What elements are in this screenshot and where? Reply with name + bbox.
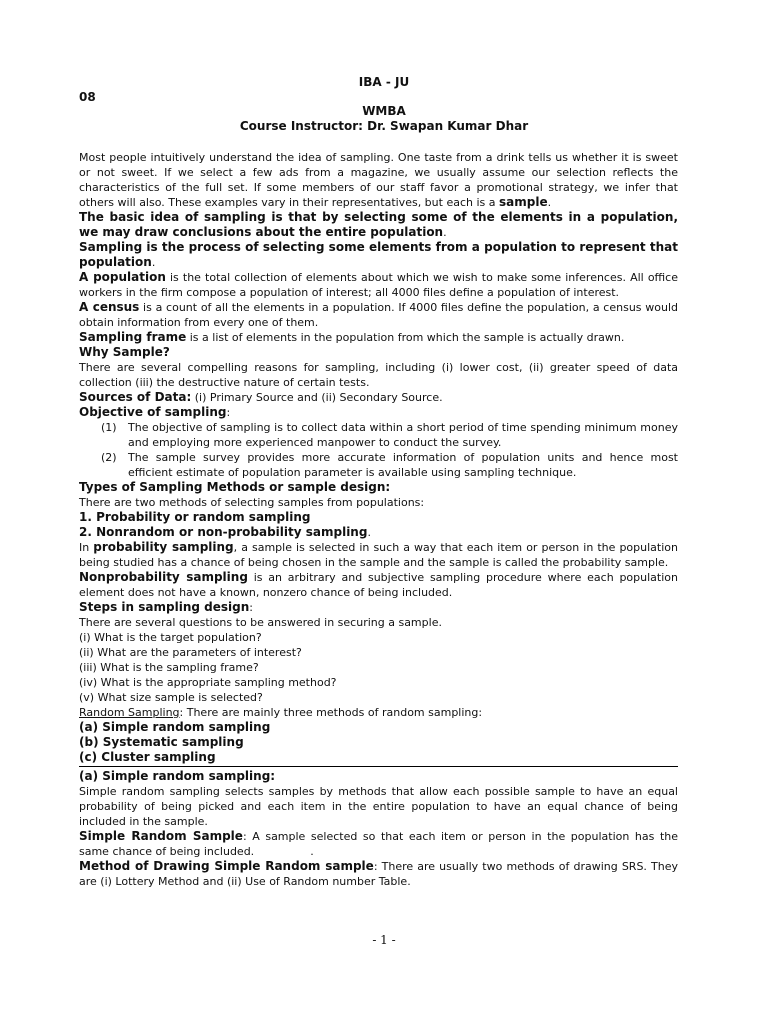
sources-term: Sources of Data: — [79, 390, 192, 404]
nonprobability-term: Nonprobability sampling — [79, 570, 248, 584]
random-sampling-term: Random Sampling — [79, 706, 180, 719]
list-item — [79, 450, 678, 480]
population-term: A population — [79, 270, 166, 284]
random-method: (c) Cluster sampling — [79, 750, 216, 764]
population-text: is the total collection of elements about which we wish to make some inferences. All office workers in the firm compose a population of interest; all 4000 files define a population of interest. — [79, 271, 678, 299]
list-item — [79, 420, 678, 450]
srs-definition-term: Simple Random Sample — [79, 829, 243, 843]
method-paragraph — [79, 859, 678, 889]
steps-intro: There are several questions to be answered in securing a sample. — [79, 616, 442, 629]
header-program: WMBA — [362, 104, 406, 118]
steps-question: (v) What size sample is selected? — [79, 691, 263, 704]
page-number: - 1 - — [372, 933, 396, 947]
srs-definition-trail: . — [310, 845, 314, 858]
why-sample-text: There are several compelling reasons for sampling, including (i) lower cost, (ii) greater speed of data collection (iii) the destructive nature of certain tests. — [79, 361, 678, 389]
probability-term: probability sampling — [93, 540, 234, 554]
sampling-definition-end: . — [151, 256, 156, 269]
document-body — [79, 150, 678, 889]
objective-list — [79, 420, 678, 480]
header-batch: 08 — [79, 90, 96, 104]
method-text: : There are usually two methods of drawing SRS. They are (i) Lottery Method and (ii) Use of Random number Table. — [79, 860, 679, 888]
steps-colon: : — [249, 601, 253, 614]
frame-term: Sampling frame — [79, 330, 187, 344]
list-item-text: The sample survey provides more accurate information of population units and hence most efficient estimate of population parameter is available using sampling technique. — [128, 451, 678, 479]
steps-question: (ii) What are the parameters of interest? — [79, 646, 302, 659]
objective-heading-text: Objective of sampling — [79, 405, 227, 419]
sources-text: (i) Primary Source and (ii) Secondary Source. — [191, 391, 443, 404]
census-paragraph — [79, 300, 678, 330]
srs-definition — [79, 829, 678, 859]
types-heading: Types of Sampling Methods or sample design: — [79, 480, 391, 494]
srs-definition-text: : A sample selected so that each item or person in the population has the same chance of being included. — [79, 830, 678, 858]
types-item-probability: 1. Probability or random sampling — [79, 510, 311, 524]
objective-colon: : — [226, 406, 231, 419]
section-divider — [79, 766, 678, 767]
why-sample-heading: Why Sample? — [79, 345, 170, 359]
list-item-number: (2) — [101, 451, 117, 464]
random-sampling-text: : There are mainly three methods of random sampling: — [179, 706, 483, 719]
probability-prefix: In — [79, 541, 94, 554]
types-item-nonprobability-text: 2. Nonrandom or non-probability sampling — [79, 525, 368, 539]
steps-heading-text: Steps in sampling design — [79, 600, 250, 614]
sampling-definition-text: Sampling is the process of selecting some elements from a population to represent that population — [79, 240, 678, 269]
list-item-text: The objective of sampling is to collect data within a short period of time spending minimum money and employing more experienced manpower to conduct the survey. — [128, 421, 678, 449]
objective-heading — [79, 405, 678, 420]
steps-question: (i) What is the target population? — [79, 631, 262, 644]
steps-question: (iv) What is the appropriate sampling method? — [79, 676, 337, 689]
intro-end: . — [547, 196, 552, 209]
steps-heading — [79, 600, 678, 615]
sampling-definition — [79, 240, 678, 270]
types-intro: There are two methods of selecting samples from populations: — [79, 496, 425, 509]
probability-paragraph — [79, 540, 678, 570]
types-item-nonprobability — [79, 525, 678, 540]
srs-text: Simple random sampling selects samples by methods that allow each possible sample to have an equal probability of being picked and each item in the entire population to have an equal chance of being included in the sample. — [79, 785, 678, 828]
frame-text: is a list of elements in the population from which the sample is actually drawn. — [186, 331, 625, 344]
frame-paragraph — [79, 330, 678, 345]
probability-text: , a sample is selected in such a way that each item or person in the population being studied has a chance of being chosen in the sample and the sample is called the probability sample. — [79, 541, 678, 569]
census-term: A census — [79, 300, 140, 314]
basic-idea-paragraph — [79, 210, 678, 240]
srs-heading: (a) Simple random sampling: — [79, 769, 276, 783]
intro-sample-term: sample — [499, 195, 548, 209]
random-method: (b) Systematic sampling — [79, 735, 244, 749]
intro-text: Most people intuitively understand the idea of sampling. One taste from a drink tells us whether it is sweet or not sweet. If we select a few ads from a magazine, we usually assume our selection reflects the characteristics of the full set. If some members of our staff favor a promotional strategy, we infer that others will also. These examples vary in their representatives, but each is a — [79, 151, 678, 209]
header-instructor: Course Instructor: Dr. Swapan Kumar Dhar — [239, 119, 529, 133]
steps-question: (iii) What is the sampling frame? — [79, 661, 259, 674]
header-institution: IBA - JU — [358, 75, 410, 89]
method-term: Method of Drawing Simple Random sample — [79, 859, 374, 873]
intro-paragraph — [79, 150, 678, 210]
nonprobability-text: is an arbitrary and subjective sampling procedure where each population element does not have a known, nonzero chance of being included. — [79, 571, 678, 599]
random-method: (a) Simple random sampling — [79, 720, 271, 734]
list-item-number: (1) — [101, 421, 117, 434]
random-sampling-paragraph — [79, 705, 678, 720]
population-paragraph — [79, 270, 678, 300]
census-text: is a count of all the elements in a population. If 4000 files define the population, a census would obtain information from every one of them. — [79, 301, 678, 329]
types-item-nonprobability-end: . — [367, 526, 371, 539]
basic-idea-text: The basic idea of sampling is that by selecting some of the elements in a population, we may draw conclusions about the entire population — [79, 210, 678, 239]
sources-paragraph — [79, 390, 678, 405]
nonprobability-paragraph — [79, 570, 678, 600]
basic-idea-end: . — [443, 226, 447, 239]
